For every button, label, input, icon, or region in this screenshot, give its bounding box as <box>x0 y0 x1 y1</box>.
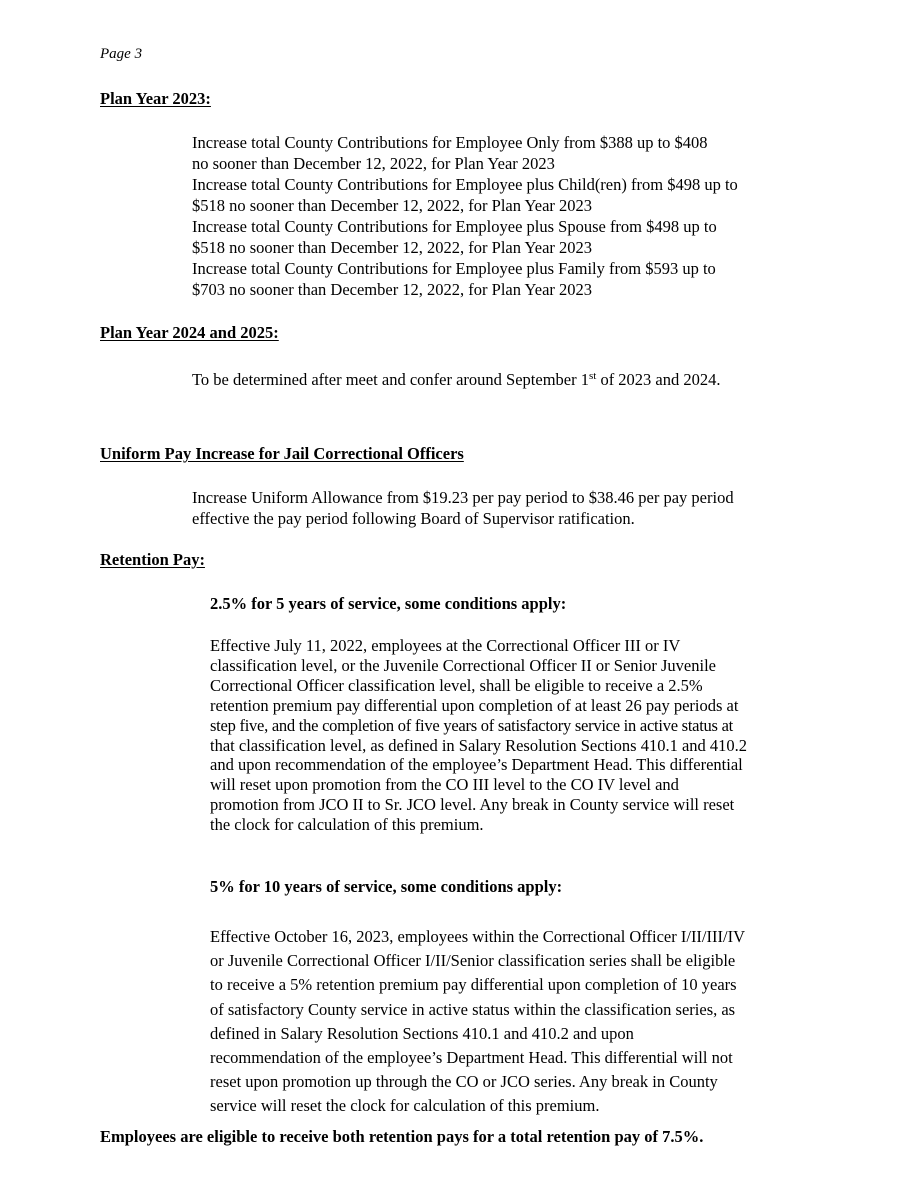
retention-tier2-line: to receive a 5% retention premium pay differential upon completion of 10 years <box>210 975 737 995</box>
retention-tier2-line: service will reset the clock for calculation of this premium. <box>210 1096 600 1116</box>
retention-tier2-line: or Juvenile Correctional Officer I/II/Senior classification series shall be eligible <box>210 951 736 971</box>
plan-2024-2025-body <box>192 370 721 391</box>
plan-2023-line: Increase total County Contributions for Employee plus Spouse from $498 up to <box>192 217 717 236</box>
uniform-pay-line: effective the pay period following Board of Supervisor ratification. <box>192 509 635 528</box>
uniform-pay-line: Increase Uniform Allowance from $19.23 per pay period to $38.46 per pay period <box>192 488 734 507</box>
retention-tier1-line: will reset upon promotion from the CO III level to the CO IV level and <box>210 775 679 795</box>
plan-2023-line: no sooner than December 12, 2022, for Plan Year 2023 <box>192 154 555 173</box>
plan-2023-line: $518 no sooner than December 12, 2022, for Plan Year 2023 <box>192 196 593 215</box>
retention-tier2-heading: 5% for 10 years of service, some conditions apply: <box>210 877 563 896</box>
retention-tier1-line: and upon recommendation of the employee’s Department Head. This differential <box>210 755 743 775</box>
plan-2024-2025-text <box>192 370 721 391</box>
retention-tier1-line: classification level, or the Juvenile Correctional Officer II or Senior Juvenile <box>210 655 716 675</box>
retention-tier2-line: recommendation of the employee’s Department Head. This differential will not <box>210 1048 733 1068</box>
retention-tier1-line: step five, and the completion of five years of satisfactory service in active status at <box>210 715 734 735</box>
retention-tier1-line: the clock for calculation of this premium. <box>210 815 484 835</box>
retention-tier2-line: of satisfactory County service in active status within the classification series, as <box>210 999 736 1019</box>
plan-2024-2025-text-tail: of 2023 and 2024. <box>596 370 721 389</box>
retention-summary: Employees are eligible to receive both retention pays for a total retention pay of 7.5%. <box>100 1127 704 1146</box>
retention-pay-heading: Retention Pay: <box>100 550 205 569</box>
retention-tier2-line: reset upon promotion up through the CO or JCO series. Any break in County <box>210 1072 718 1092</box>
retention-tier2-line: defined in Salary Resolution Sections 410.1 and 410.2 and upon <box>210 1023 634 1043</box>
plan-2023-line: Increase total County Contributions for Employee Only from $388 up to $408 <box>192 133 708 152</box>
plan-2023-line: $518 no sooner than December 12, 2022, for Plan Year 2023 <box>192 238 593 257</box>
retention-tier2-body <box>210 925 810 1119</box>
retention-tier1-line: Effective July 11, 2022, employees at the Correctional Officer III or IV <box>210 636 681 655</box>
page-number: Page 3 <box>100 46 143 62</box>
plan-2023-line: Increase total County Contributions for Employee plus Family from $593 up to <box>192 259 716 278</box>
plan-2024-2025-text-main: To be determined after meet and confer around September 1 <box>192 370 589 389</box>
retention-tier1-body <box>210 636 810 835</box>
retention-tier2-line: Effective October 16, 2023, employees within the Correctional Officer I/II/III/IV <box>210 927 745 946</box>
retention-tier1-line: retention premium pay differential upon completion of at least 26 pay periods at <box>210 695 739 715</box>
retention-tier1-line: promotion from JCO II to Sr. JCO level. Any break in County service will reset <box>210 795 735 815</box>
ordinal-superscript: st <box>588 370 597 382</box>
retention-tier1-heading: 2.5% for 5 years of service, some conditions apply: <box>210 594 567 613</box>
uniform-pay-heading: Uniform Pay Increase for Jail Correctional Officers <box>100 444 464 463</box>
plan-2023-body <box>192 132 738 300</box>
retention-tier1-line: that classification level, as defined in Salary Resolution Sections 410.1 and 410.2 <box>210 735 748 755</box>
plan-2023-line: Increase total County Contributions for Employee plus Child(ren) from $498 up to <box>192 175 738 194</box>
plan-2024-2025-heading: Plan Year 2024 and 2025: <box>100 323 279 342</box>
plan-2023-heading: Plan Year 2023: <box>100 89 211 108</box>
uniform-pay-body <box>192 487 734 529</box>
plan-2023-line: $703 no sooner than December 12, 2022, for Plan Year 2023 <box>192 280 593 299</box>
retention-tier1-line: Correctional Officer classification level, shall be eligible to receive a 2.5% <box>210 675 703 695</box>
